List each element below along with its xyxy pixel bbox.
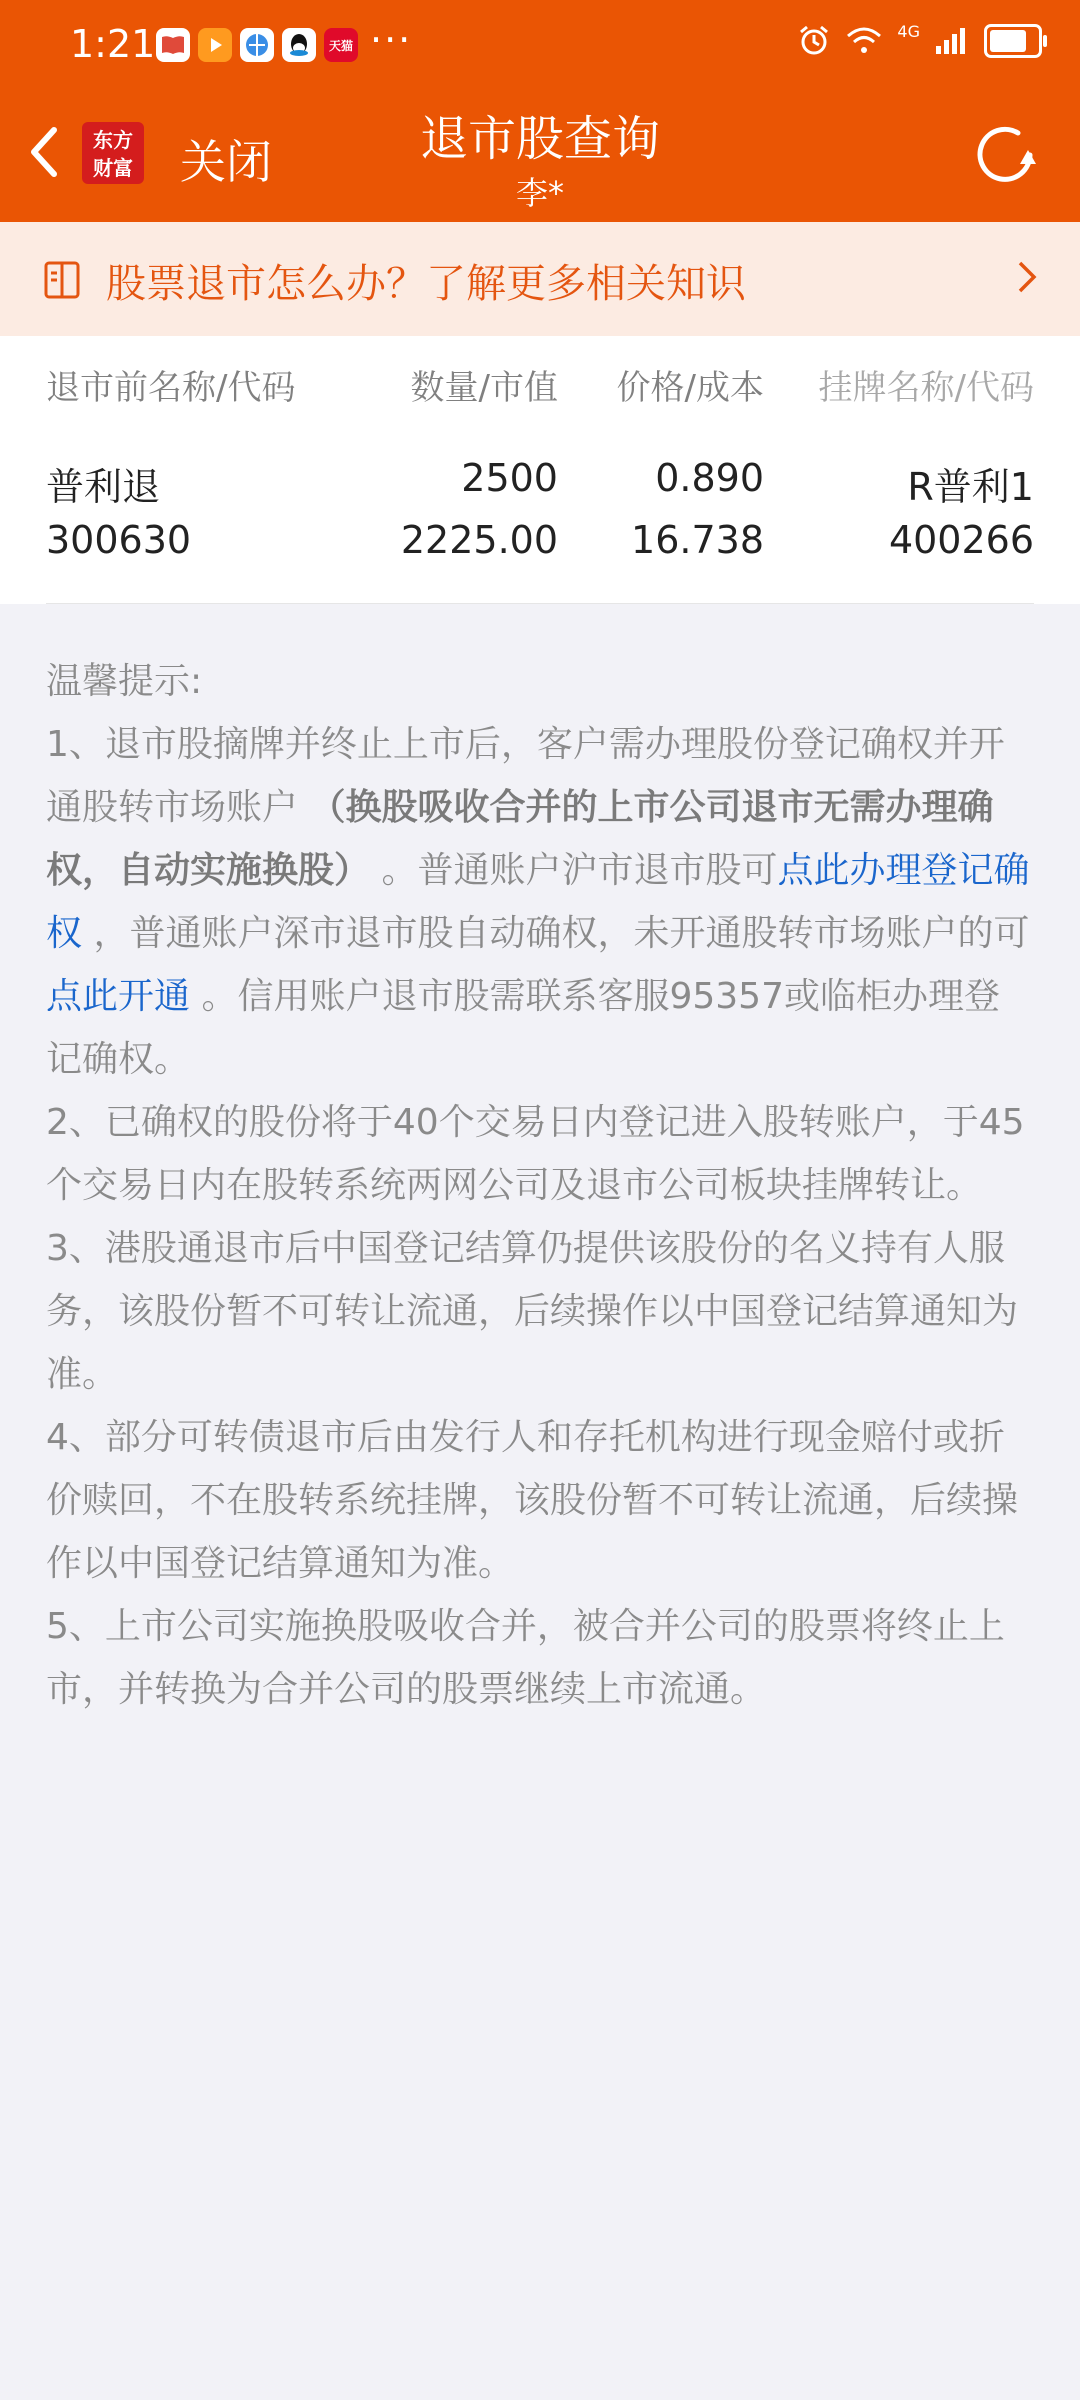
tip-1-bold: （换股吸收合并的上市公司退市无需办理确权，自动实施换股）: [46, 787, 994, 891]
battery-icon: [984, 24, 1042, 58]
close-button[interactable]: 关闭: [180, 135, 272, 189]
stock-price: 0.890: [655, 456, 764, 500]
column-header-listing: 挂牌名称/代码: [818, 368, 1034, 408]
status-icons: [797, 21, 1042, 58]
video-app-icon: [198, 28, 232, 62]
table-divider: [46, 603, 1034, 604]
chevron-right-icon: [1016, 254, 1038, 308]
open-account-link[interactable]: 点此开通: [46, 976, 191, 1017]
tip-5: 5、上市公司实施换股吸收合并，被合并公司的股票将终止上市，并转换为合并公司的股票继续上市流通。: [46, 1606, 1005, 1710]
qq-app-icon: [282, 28, 316, 62]
knowledge-banner[interactable]: [0, 222, 1080, 336]
refresh-icon[interactable]: [970, 120, 1040, 190]
stock-quantity: 2500: [461, 456, 558, 500]
page-title: 退市股查询: [419, 111, 660, 167]
tips-section: [0, 604, 1080, 1721]
stock-cost: 16.738: [631, 518, 764, 562]
book-app-icon: [156, 28, 190, 62]
listing-name: R普利1: [907, 465, 1034, 509]
stock-code: 300630: [46, 518, 192, 562]
column-header-quantity: 数量/市值: [410, 368, 558, 408]
tip-1-text-b: 。普通账户沪市退市股可: [370, 850, 778, 891]
tips-title: 温馨提示:: [46, 661, 203, 702]
banner-text: 股票退市怎么办？了解更多相关知识: [106, 261, 746, 307]
tip-1-text-c: ，普通账户深市退市股自动确权，未开通股转市场账户的可: [82, 913, 1030, 954]
app-header: [0, 0, 1080, 222]
status-bar: [0, 0, 1080, 90]
tip-1-text-a: 1、退市股摘牌并终止上市后，客户需办理股份登记确权并开通股转市场账户: [46, 724, 1005, 828]
tip-1: [46, 713, 1034, 1091]
book-icon: [44, 260, 80, 300]
network-type: 4G: [897, 21, 920, 41]
column-header-name: 退市前名称/代码: [46, 368, 296, 408]
tip-4: 4、部分可转债退市后由发行人和存托机构进行现金赔付或折价赎回，不在股转系统挂牌，该股份暂不可转让流通，后续操作以中国登记结算通知为准。: [46, 1417, 1019, 1584]
account-name: 李*: [515, 174, 564, 212]
more-notifications: ···: [370, 18, 413, 62]
tip-1-text-d: 。信用账户退市股需联系客服95357或临柜办理登记确权。: [46, 976, 1000, 1080]
signal-icon: [934, 26, 970, 56]
column-header-price: 价格/成本: [616, 368, 764, 408]
delisted-stocks-table: [0, 336, 1080, 604]
register-confirm-link[interactable]: 点此办理登记确权: [46, 850, 1030, 954]
wifi-icon: [845, 26, 883, 56]
stock-market-value: 2225.00: [400, 518, 558, 562]
browser-app-icon: [240, 28, 274, 62]
logo-line1: 东方: [93, 128, 133, 152]
tip-2: 2、已确权的股份将于40个交易日内登记进入股转账户，于45个交易日内在股转系统两网公司及退市公司板块挂牌转让。: [46, 1102, 1025, 1206]
logo-line2: 财富: [93, 156, 133, 180]
tmall-app-icon: 天猫: [324, 28, 358, 62]
stock-name: 普利退: [46, 465, 161, 509]
listing-code: 400266: [888, 518, 1034, 562]
status-time: 1:21: [70, 22, 156, 66]
tip-3: 3、港股通退市后中国登记结算仍提供该股份的名义持有人服务，该股份暂不可转让流通，后续操作以中国登记结算通知为准。: [46, 1228, 1019, 1395]
alarm-icon: [797, 24, 831, 58]
nav-bar: [0, 90, 1080, 222]
